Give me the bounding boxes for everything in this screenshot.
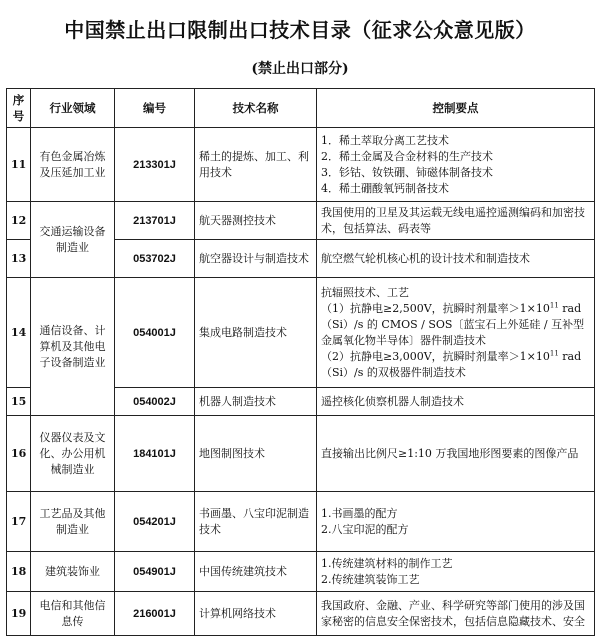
header-name: 技术名称 — [195, 89, 317, 128]
control-text: （1）抗静电≥2,500V，抗瞬时剂量率＞1×10 — [321, 301, 550, 315]
control-line — [321, 349, 590, 381]
row-code: 054201J — [115, 492, 195, 552]
header-industry: 行业领域 — [31, 89, 115, 128]
technology-catalog-table — [6, 88, 595, 636]
row-code: 053702J — [115, 240, 195, 278]
row-control-points — [317, 278, 595, 388]
row-control-points: 直接输出比例尺≥1:10 万我国地形图要素的图像产品 — [317, 416, 595, 492]
exponent: 11 — [549, 348, 559, 357]
row-seq: 12 — [7, 202, 31, 240]
table-row — [7, 416, 595, 492]
row-industry: 电信和其他信息传 — [31, 592, 115, 636]
control-line: 3．钐钴、钕铁硼、铈磁体制备技术 — [321, 165, 493, 179]
header-seq: 序号 — [7, 89, 31, 128]
row-control-points — [317, 492, 595, 552]
row-seq: 11 — [7, 128, 31, 202]
control-line: 抗辐照技术、工艺 — [321, 285, 409, 299]
row-tech-name: 地图制图技术 — [195, 416, 317, 492]
header-control: 控制要点 — [317, 89, 595, 128]
row-code: 184101J — [115, 416, 195, 492]
row-industry: 建筑装饰业 — [31, 552, 115, 592]
row-tech-name: 计算机网络技术 — [195, 592, 317, 636]
header-code: 编号 — [115, 89, 195, 128]
control-line: 4．稀土硼酸氧钙制备技术 — [321, 181, 449, 195]
row-control-points: 航空燃气轮机核心机的设计技术和制造技术 — [317, 240, 595, 278]
row-tech-name: 稀土的提炼、加工、利用技术 — [195, 128, 317, 202]
row-seq: 13 — [7, 240, 31, 278]
control-line: 2．稀土金属及合金材料的生产技术 — [321, 149, 493, 163]
table-row — [7, 202, 595, 240]
page-title: 中国禁止出口限制出口技术目录（征求公众意见版） — [64, 18, 536, 42]
table-row — [7, 592, 595, 636]
row-control-points — [317, 552, 595, 592]
control-text: （2）抗静电≥3,000V，抗瞬时剂量率＞1×10 — [321, 349, 550, 363]
control-line: 1.传统建筑材料的制作工艺 — [321, 556, 453, 570]
row-tech-name: 航空器设计与制造技术 — [195, 240, 317, 278]
row-tech-name: 集成电路制造技术 — [195, 278, 317, 388]
row-industry: 仪器仪表及文化、办公用机械制造业 — [31, 416, 115, 492]
control-line — [321, 301, 590, 349]
row-code: 216001J — [115, 592, 195, 636]
control-text: rad（Si）/s 的 CMOS / SOS〔蓝宝石上外延硅 / 互补型金属氧化物半导体〕器件制造技术 — [321, 301, 585, 347]
row-tech-name: 机器人制造技术 — [195, 388, 317, 416]
table-header-row — [7, 89, 595, 128]
row-industry: 工艺品及其他制造业 — [31, 492, 115, 552]
exponent: 11 — [549, 300, 559, 309]
row-control-points: 我国使用的卫星及其运载无线电遥控遥测编码和加密技术，包括算法、码表等 — [317, 202, 595, 240]
row-code: 213701J — [115, 202, 195, 240]
control-line: 2.传统建筑装饰工艺 — [321, 572, 420, 586]
control-line: 1.书画墨的配方 — [321, 506, 398, 520]
row-seq: 19 — [7, 592, 31, 636]
row-control-points: 遥控核化侦察机器人制造技术 — [317, 388, 595, 416]
row-tech-name: 航天器测控技术 — [195, 202, 317, 240]
table-row — [7, 128, 595, 202]
row-tech-name: 书画墨、八宝印泥制造技术 — [195, 492, 317, 552]
row-seq: 16 — [7, 416, 31, 492]
row-control-points: 我国政府、金融、产业、科学研究等部门使用的涉及国家秘密的信息安全保密技术，包括信息隐藏技术、安全 — [317, 592, 595, 636]
page-subtitle: (禁止出口部分) — [251, 61, 349, 77]
row-tech-name: 中国传统建筑技术 — [195, 552, 317, 592]
row-seq: 17 — [7, 492, 31, 552]
table-row — [7, 552, 595, 592]
table-row — [7, 492, 595, 552]
control-line: 2.八宝印泥的配方 — [321, 522, 409, 536]
row-code: 213301J — [115, 128, 195, 202]
row-industry: 通信设备、计算机及其他电子设备制造业 — [31, 278, 115, 416]
row-code: 054901J — [115, 552, 195, 592]
row-code: 054001J — [115, 278, 195, 388]
row-control-points — [317, 128, 595, 202]
row-industry: 有色金属冶炼及压延加工业 — [31, 128, 115, 202]
control-text: rad（Si）/s 的双极器件制造技术 — [321, 349, 582, 379]
row-industry: 交通运输设备制造业 — [31, 202, 115, 278]
row-seq: 14 — [7, 278, 31, 388]
row-code: 054002J — [115, 388, 195, 416]
row-seq: 18 — [7, 552, 31, 592]
row-seq: 15 — [7, 388, 31, 416]
control-line: 1．稀土萃取分离工艺技术 — [321, 133, 449, 147]
table-row — [7, 278, 595, 388]
